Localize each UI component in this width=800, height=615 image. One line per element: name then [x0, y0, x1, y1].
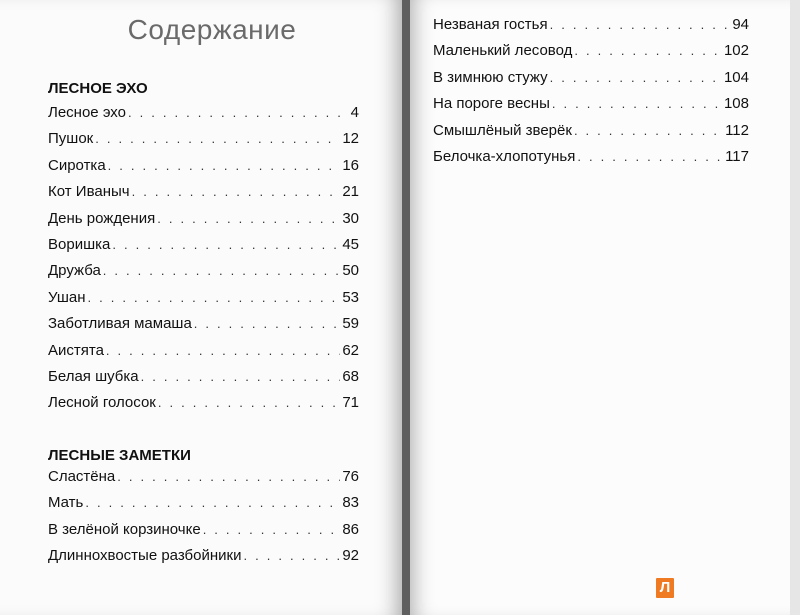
toc-list-continued: [433, 16, 749, 174]
toc-entry: Смышлёный зверёк . . . 112: [433, 122, 749, 148]
toc-entry: Кот Иваныч . . . 21: [48, 183, 359, 209]
toc-entry: Мать . . . 83: [48, 494, 359, 520]
toc-entry: Аистята . . . 62: [48, 342, 359, 368]
toc-entry: Длиннохвостые разбойники . . . 92: [48, 547, 359, 573]
toc-entry: Воришка . . . 45: [48, 236, 359, 262]
toc-list-section-2: [48, 468, 359, 574]
toc-entry: Сластёна . . . 76: [48, 468, 359, 494]
toc-entry: Ушан . . . 53: [48, 289, 359, 315]
toc-entry: День рождения . . . 30: [48, 210, 359, 236]
section-heading-lesnoe-eho: ЛЕСНОЕ ЭХО: [48, 80, 148, 97]
toc-entry: В зимнюю стужу . . . 104: [433, 69, 749, 95]
watermark-logo-icon: Л: [656, 578, 674, 598]
toc-entry: На пороге весны . . . 108: [433, 95, 749, 121]
toc-entry: Пушок . . . 12: [48, 130, 359, 156]
toc-entry: В зелёной корзиночке . . . 86: [48, 521, 359, 547]
toc-entry: Лесной голосок . . . 71: [48, 394, 359, 420]
section-heading-lesnye-zametki: ЛЕСНЫЕ ЗАМЕТКИ: [48, 447, 191, 464]
toc-entry: Лесное эхо . . . 4: [48, 104, 359, 130]
toc-entry: Белая шубка . . . 68: [48, 368, 359, 394]
toc-entry: Маленький лесовод . . . 102: [433, 42, 749, 68]
toc-entry: Незваная гостья . . . 94: [433, 16, 749, 42]
toc-entry: Заботливая мамаша . . . 59: [48, 315, 359, 341]
page-title: Содержание: [127, 14, 297, 45]
toc-list-section-1: [48, 104, 359, 421]
book-gutter: [402, 0, 410, 615]
toc-entry: Белочка-хлопотунья . . . 117: [433, 148, 749, 174]
toc-entry: Дружба . . . 50: [48, 262, 359, 288]
toc-entry: Сиротка . . . 16: [48, 157, 359, 183]
page-edge: [790, 0, 800, 615]
